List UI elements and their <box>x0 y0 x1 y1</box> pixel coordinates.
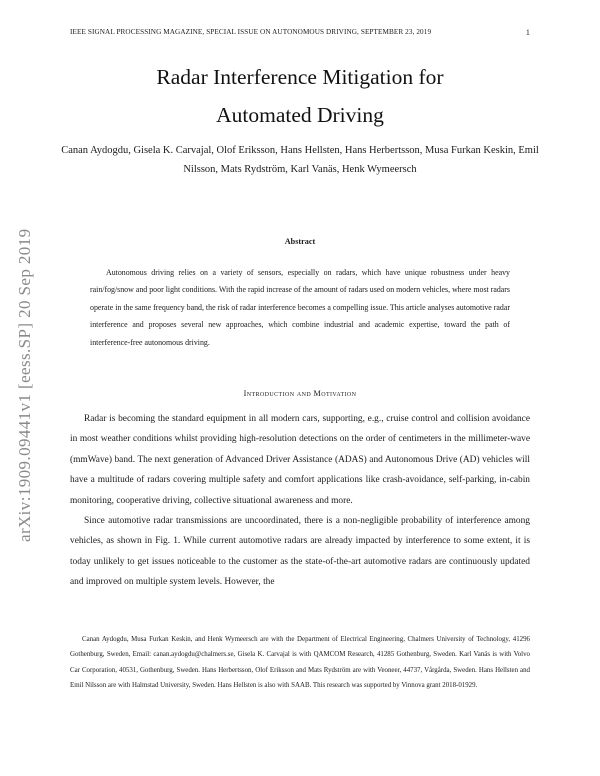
page-number: 1 <box>525 28 530 37</box>
abstract-text: Autonomous driving relies on a variety of sensors, especially on radars, which have unique robustness under heavy rain/fog/snow and poor light conditions. With the rapid increase of the amount of radars used on modern vehicles, where most radars operate in the same frequency band, the risk of radar interference becomes a compelling issue. This article analyses automotive radar interference and proposes several new approaches, which combine industrial and academic expertise, toward the path of interference-free autonomous driving. <box>90 268 510 347</box>
paragraph: Radar is becoming the standard equipment in all modern cars, supporting, e.g., cruise control and collision avoidance in most weather conditions whilst providing high-resolution detections on the order of centimeters in the millimeter-wave (mmWave) band. The next generation of Advanced Driver Assistance (ADAS) and Autonomous Drive (AD) vehicles will have a multitude of radars covering multiple safety and comfort applications like crash-avoidance, self-parking, in-cabin monitoring, cooperative driving, collective situational awareness and more. <box>70 414 530 506</box>
running-header <box>70 28 530 42</box>
paper-title: Radar Interference Mitigation for Automated Driving <box>156 65 444 127</box>
paragraph: Since automotive radar transmissions are uncoordinated, there is a non-negligible probability of interference among vehicles, as shown in Fig. 1. While current automotive radars are already impacted by interference to some extent, it is today unlikely to get issues noticeable to the customer as the state-of-the-art automotive radars are continuously updated and improved on multiple system levels. However, the <box>70 516 530 588</box>
arxiv-identifier: arXiv:1909.09441v1 [eess.SP] 20 Sep 2019 <box>15 228 34 542</box>
journal-running-title: IEEE SIGNAL PROCESSING MAGAZINE, SPECIAL ISSUE ON AUTONOMOUS DRIVING, SEPTEMBER 23, 2019 <box>70 28 432 36</box>
section-body <box>70 409 530 593</box>
author-list: Canan Aydogdu, Gisela K. Carvajal, Olof Eriksson, Hans Hellsten, Hans Herbertsson, Musa Furkan Keskin, Emil Nilsson, Mats Rydström, Karl Vanäs, Henk Wymeersch <box>61 145 539 175</box>
author-affiliation-footnote: Canan Aydogdu, Musa Furkan Keskin, and Henk Wymeersch are with the Department of Electrical Engineering, Chalmers University of Technology, 41296 Gothenburg, Sweden, Email: canan.aydogdu@chalmers.se, Gisela K. Carvajal is with QAMCOM Research, 41285 Gothenburg, Sweden. Karl Vanäs is with Volvo Car Corporation, 40531, Gothenburg, Sweden. Hans Herbertsson, Olof Eriksson and Mats Rydström are with Veoneer, 44737, Vårgårda, Sweden. Hans Hellsten and Emil Nilsson are with Halmstad University, Sweden. Hans Hellsten is also with SAAB. This research was supported by Vinnova grant 2018-01929. <box>70 636 530 690</box>
abstract-heading: Abstract <box>284 237 316 246</box>
section-heading: Introduction and Motivation <box>243 389 357 398</box>
